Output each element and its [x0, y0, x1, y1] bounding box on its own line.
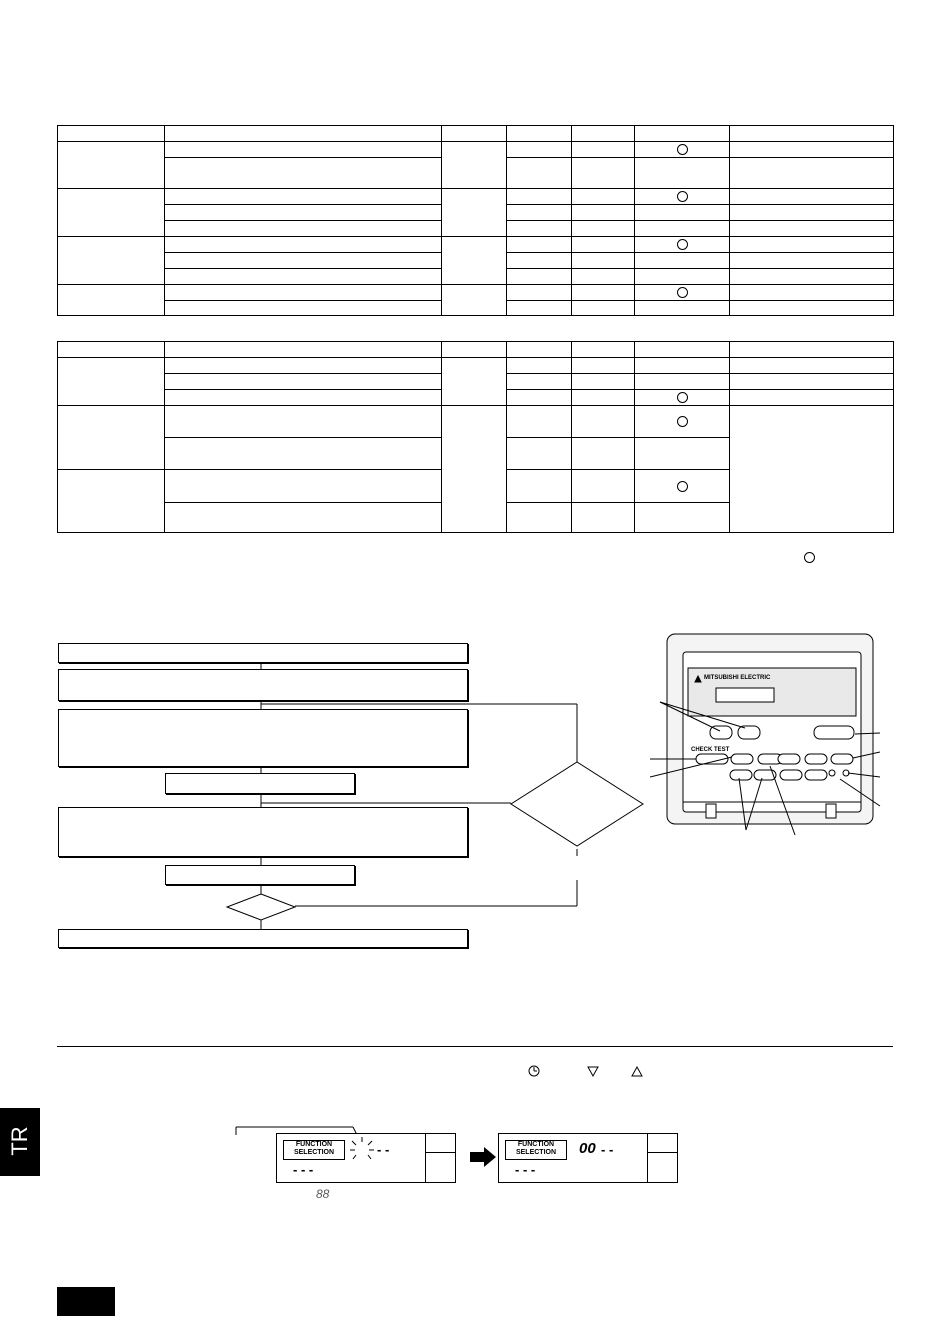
flow-step-1 [58, 643, 468, 663]
remote-controller-drawing [650, 630, 890, 845]
flow-step-3 [58, 709, 468, 767]
function-selection-label: FUNCTION SELECTION [505, 1140, 567, 1160]
temperature-up-button[interactable] [738, 726, 760, 739]
on-off-button[interactable] [814, 726, 854, 739]
brand-logo-text: MITSUBISHI ELECTRIC [704, 675, 771, 681]
function-selection-label: FUNCTION SELECTION [283, 1140, 345, 1160]
function-number-value: - - - [293, 1162, 314, 1177]
flow-step-6 [165, 865, 355, 885]
segment-digit-note: 88 [316, 1187, 330, 1201]
blink-icon [347, 1136, 377, 1162]
section-divider [57, 1046, 893, 1047]
time-down-button[interactable] [730, 770, 752, 780]
lcd-display-after [498, 1133, 678, 1183]
function-number-value: - - - [515, 1162, 536, 1177]
flow-step-7 [58, 929, 468, 948]
page-number-box [57, 1287, 115, 1316]
flow-step-4 [165, 773, 355, 794]
flow-step-2 [58, 669, 468, 701]
flow-step-5 [58, 807, 468, 857]
check-button[interactable] [696, 754, 728, 764]
lcd-display-before [276, 1133, 456, 1183]
time-up-button[interactable] [754, 770, 776, 780]
check-test-label: CHECK TEST [691, 747, 730, 753]
language-tab: TR [0, 1108, 40, 1176]
unit-number-value: - - [377, 1142, 390, 1157]
unit-number-value: 00 [579, 1140, 596, 1157]
symbol-row [520, 1063, 650, 1081]
temperature-down-button[interactable] [710, 726, 732, 739]
unit-dash-value: - - [601, 1142, 614, 1157]
arrow-right-icon [468, 1146, 498, 1168]
